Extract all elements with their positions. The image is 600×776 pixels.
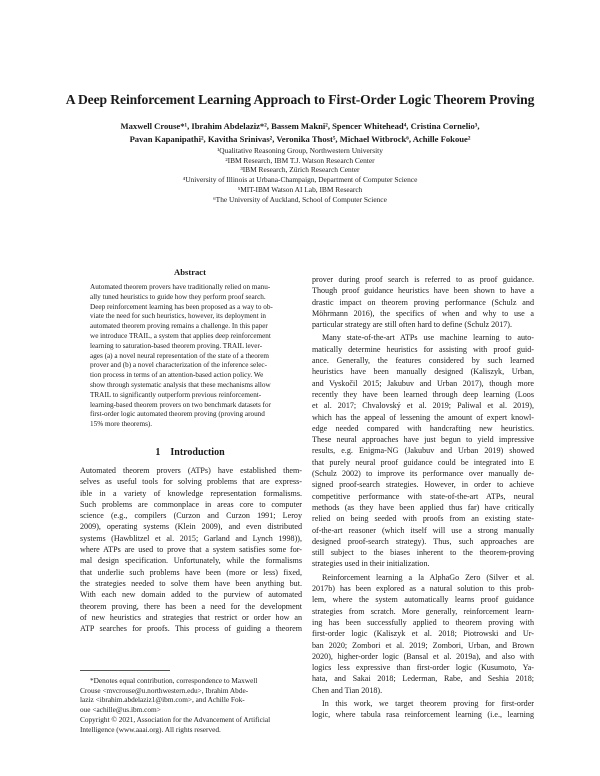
text-line: Chen and Tian 2018).	[312, 685, 383, 695]
footnote-line: Copyright © 2021, Association for the Advancement of Artificial	[80, 714, 271, 724]
affiliation: ⁵MIT-IBM Watson AI Lab, IBM Research	[237, 184, 363, 194]
text-line: TRAIL to significantly outperform previous reinforcement-	[90, 390, 262, 399]
text-line: and Vyskočil 2015; Jakubuv and Urban 2017), though more	[312, 378, 534, 388]
text-line: Though proof guidance heuristics have been shown to have a	[312, 286, 534, 296]
footnote-line: *Denotes equal contribution, correspondence to Maxwell	[90, 676, 258, 685]
text-line: selves as useful tools for solving problems that are express-	[80, 477, 302, 487]
text-line: science (e.g., compilers (Curzon and Curzon 1991; Leroy	[80, 511, 302, 521]
text-line: that underlie such problems have been (more or less) fixed,	[80, 567, 302, 577]
text-line: particular strategy are still often hard to define (Schulz 2017).	[312, 320, 513, 330]
text-line: prover during proof search is referred to as proof guidance.	[312, 275, 534, 284]
text-line: show through systematic analysis that these mechanisms allow	[90, 380, 271, 389]
text-line: still subject to the biases inherent to the theorem-proving	[312, 548, 534, 558]
author-line: Pavan Kapanipathi², Kavitha Srinivas², Veronika Thost⁵, Michael Witbrock⁶, Achille Fokoue²	[129, 133, 471, 144]
text-line: results, e.g. Enigma-NG (Jakubuv and Urban 2019) showed	[312, 446, 534, 456]
text-line: of new heuristics and strategies that restrict or order how an	[80, 612, 302, 622]
text-line: we introduce TRAIL, a system that applies deep reinforcement	[90, 331, 271, 340]
text-line: of-the-art reasoner (which itself will use a strong manually	[312, 525, 534, 535]
paragraph	[312, 332, 534, 569]
text-line: 2020), higher-order logic (Bansal et al. 2019a), and also with	[312, 651, 534, 661]
text-line: learning-based theorem provers on two benchmark datasets for	[90, 400, 272, 409]
author-line: Maxwell Crouse*¹, Ibrahim Abdelaziz*², Bassem Makni², Spencer Whitehead⁴, Cristina Cornelio³,	[120, 121, 480, 131]
text-line: Reinforcement learning a la AlphaGo Zero (Silver et al.	[322, 572, 534, 582]
text-line: With each new domain added to the purview of automated	[80, 590, 302, 600]
text-line: tion process in terms of an attention-based action policy. We	[90, 371, 264, 380]
text-line: heuristics have been manually designed (Kaliszyk, Urban,	[312, 367, 534, 377]
paragraph	[312, 698, 534, 721]
footnote	[80, 676, 302, 734]
text-line: competitive performance with state-of-the-art ATPs, neural	[312, 491, 534, 501]
text-line: drastic impact on theorem proving performance (Schulz and	[312, 297, 534, 307]
affiliation: ³IBM Research, Zürich Research Center	[240, 165, 360, 175]
text-line: et al. 2017; Chvalovský et al. 2019; Paliwal et al. 2019),	[312, 401, 534, 411]
footnote-line: oue <achille@us.ibm.com>	[80, 705, 161, 715]
text-line: that purely neural proof guidance could be integrated into E	[312, 457, 534, 467]
text-line: recently they have been learned through deep learning (Loos	[312, 389, 534, 399]
text-line: ban 2020; Zombori et al. 2019; Zombori, Urban, and Brown	[312, 640, 534, 650]
text-line: Automated theorem provers have traditionally relied on manu-	[90, 283, 271, 291]
footnote-line: Intelligence (www.aaai.org). All rights reserved.	[80, 724, 221, 734]
right-column-text	[312, 274, 534, 721]
text-line: Automated theorem provers (ATPs) have established them-	[80, 466, 302, 475]
affiliation: ²IBM Research, IBM T.J. Watson Research Center	[225, 155, 375, 165]
text-line: Such problems are commonplace in areas core to computer	[80, 499, 302, 509]
text-line: designed proof-search strategy). Thus, such approaches are	[312, 536, 534, 546]
text-line: These neural approaches have just begun to yield impressive	[312, 435, 534, 445]
text-line: logics less expressive than first-order logic (Kusumoto, Ya-	[312, 663, 534, 673]
text-line: prover and (b) a novel characterization of the inference selec-	[90, 361, 267, 370]
text-line: where ATPs are used to prove that a system satisfies some for-	[80, 545, 302, 555]
text-line: ages (a) a novel neural representation of the state of a theorem	[90, 351, 270, 360]
text-line: ing has been successfully applied to theorem proving with	[312, 617, 534, 627]
text-line: Möhrmann 2016), the specifics of when and why to use a	[312, 308, 534, 318]
text-line: learning to saturation-based theorem proving. TRAIL lever-	[90, 341, 263, 350]
text-line: ally tuned heuristics to guide how they perform proof search.	[90, 292, 266, 301]
text-line: Many state-of-the-art ATPs use machine learning to auto-	[322, 333, 534, 343]
section-title: Introduction	[170, 447, 225, 458]
affiliation: ⁴University of Illinois at Urbana-Champaign, Department of Computer Science	[182, 175, 418, 185]
text-line: methods (as they have been applied thus far) have critically	[312, 502, 534, 512]
text-line: systems (Hawblitzel et al. 2015; Garland and Lynch 1998)),	[80, 533, 302, 543]
text-line: which has the appeal of lessening the amount of expert knowl-	[312, 412, 534, 422]
paragraph	[312, 274, 534, 330]
footnote-rule	[80, 670, 170, 671]
text-line: viate the need for such heuristics, however, its deployment in	[90, 312, 266, 321]
section-number: 1	[155, 447, 161, 458]
text-line: 15% more theorems).	[90, 420, 153, 429]
paragraph	[312, 572, 534, 696]
footnote-line: laziz <ibrahim.abdelaziz1@ibm.com>, and Achille Fok-	[80, 695, 245, 705]
section-heading	[80, 447, 300, 458]
left-column-text	[80, 465, 302, 634]
text-line: theorem proving, there has been a need for the development	[80, 601, 302, 611]
footnote-line: Crouse <mvcrouse@u.northwestern.edu>, Ibrahim Abde-	[80, 685, 249, 695]
text-line: strategies used in their initialization.	[312, 559, 430, 569]
text-line: relied on being seeded with proofs from an existing state-	[312, 514, 534, 524]
text-line: signed proof-search strategies. However, in order to achieve	[312, 480, 534, 490]
text-line: matically determine heuristics for assisting with proof guid-	[312, 344, 534, 354]
text-line: first-order logic automated theorem proving (proving around	[90, 410, 265, 419]
text-line: 2017b) has been explored as a natural solution to this prob-	[312, 584, 534, 594]
text-line: Deep reinforcement learning has been proposed as a way to ob-	[90, 302, 273, 311]
text-line: edge needed compared with handcrafting new heuristics.	[312, 423, 534, 433]
text-line: first-order logic (Kaliszyk et al. 2018; Piotrowski and Ur-	[312, 629, 534, 639]
text-line: In this work, we target theorem proving for first-order	[322, 698, 534, 708]
affiliation-list	[120, 146, 480, 204]
text-line: ible in a variety of knowledge representation formalisms.	[80, 488, 302, 498]
text-line: ATP searches for proofs. This process of guiding a theorem	[80, 624, 302, 634]
affiliation: ¹Qualitative Reasoning Group, Northwestern University	[217, 146, 383, 155]
author-list	[100, 120, 500, 145]
text-line: lem, where the system automatically learns proof guidance	[312, 595, 534, 605]
text-line: 2009), operating systems (Klein 2009), and even distributed	[80, 522, 302, 532]
abstract-body	[90, 283, 291, 430]
text-line: ance. Generally, the features considered by such learned	[312, 356, 534, 366]
text-line: the strategies needed to solve them have been anything but.	[80, 578, 302, 588]
text-line: automated theorem proving remains a challenge. In this paper	[90, 322, 268, 331]
abstract-heading: Abstract	[174, 267, 206, 277]
text-line: logic, where tabula rasa reinforcement learning (i.e., learning	[312, 710, 534, 720]
text-line: mal design specification. Unfortunately, while the formalisms	[80, 556, 302, 566]
affiliation: ⁶The University of Auckland, School of Computer Science	[213, 194, 387, 204]
text-line: (Schulz 2002) to improve its performance over manually de-	[312, 469, 534, 479]
text-line: strategies from scratch. More generally, reinforcement learn-	[312, 606, 534, 616]
paper-title: A Deep Reinforcement Learning Approach to First-Order Logic Theorem Proving	[65, 92, 535, 107]
text-line: hata, and Sakai 2018; Lederman, Rabe, and Seshia 2018;	[312, 674, 534, 684]
